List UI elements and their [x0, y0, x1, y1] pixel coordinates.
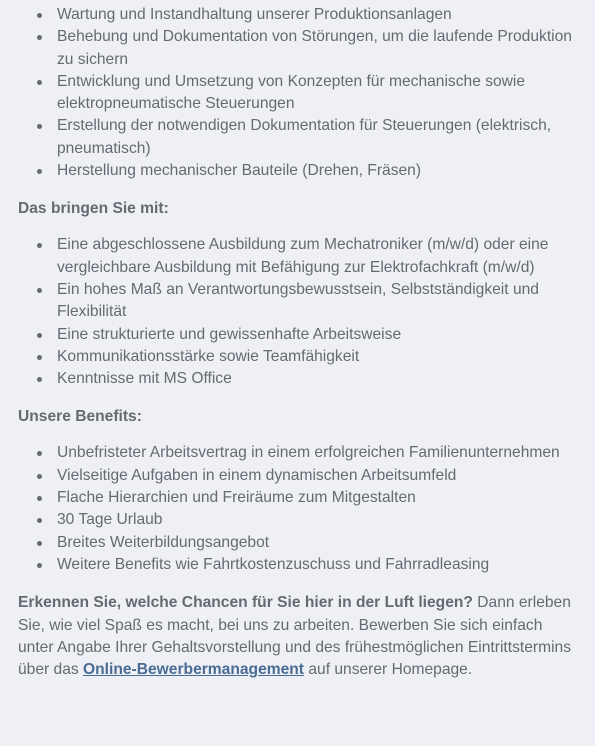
tasks-list: [18, 4, 577, 182]
list-item: Flache Hierarchien und Freiräume zum Mitgestalten: [57, 487, 577, 509]
list-item: Weitere Benefits wie Fahrtkostenzuschuss und Fahrradleasing: [57, 554, 577, 576]
list-item: Kenntnisse mit MS Office: [57, 368, 577, 390]
list-item: Erstellung der notwendigen Dokumentation für Steuerungen (elektrisch, pneumatisch): [57, 115, 577, 160]
list-item: Eine strukturierte und gewissenhafte Arbeitsweise: [57, 324, 577, 346]
requirements-heading: Das bringen Sie mit:: [18, 200, 169, 218]
list-item: Wartung und Instandhaltung unserer Produktionsanlagen: [57, 4, 577, 26]
benefits-list: [18, 442, 577, 576]
list-item: Unbefristeter Arbeitsvertrag in einem erfolgreichen Familienunternehmen: [57, 442, 577, 464]
list-item: Eine abgeschlossene Ausbildung zum Mechatroniker (m/w/d) oder eine vergleichbare Ausbildung mit Befähigung zur Elektrofachkraft (m/w/d): [57, 234, 577, 279]
closing-lead: Erkennen Sie, welche Chancen für Sie hier in der Luft liegen?: [18, 594, 473, 612]
benefits-heading: Unsere Benefits:: [18, 408, 142, 426]
closing-text-end: auf unserer Homepage.: [304, 661, 473, 679]
list-item: Ein hohes Maß an Verantwortungsbewusstsein, Selbstständigkeit und Flexibilität: [57, 279, 577, 324]
list-item: 30 Tage Urlaub: [57, 509, 577, 531]
list-item: Kommunikationsstärke sowie Teamfähigkeit: [57, 346, 577, 368]
list-item: Breites Weiterbildungsangebot: [57, 532, 577, 554]
closing-paragraph: [18, 592, 577, 681]
list-item: Behebung und Dokumentation von Störungen, um die laufende Produktion zu sichern: [57, 26, 577, 71]
requirements-list: [18, 234, 577, 390]
list-item: Herstellung mechanischer Bauteile (Drehen, Fräsen): [57, 160, 577, 182]
online-application-link[interactable]: Online-Bewerbermanagement: [83, 661, 305, 679]
list-item: Entwicklung und Umsetzung von Konzepten für mechanische sowie elektropneumatische Steuerungen: [57, 71, 577, 116]
list-item: Vielseitige Aufgaben in einem dynamischen Arbeitsumfeld: [57, 465, 577, 487]
closing-text: Dann erleben Sie, wie viel Spaß es macht, bei uns zu arbeiten. Bewerben Sie sich einfach unter Angabe Ihrer Gehaltsvorstellung und des frühestmöglichen Eintrittstermins über das: [18, 594, 572, 679]
